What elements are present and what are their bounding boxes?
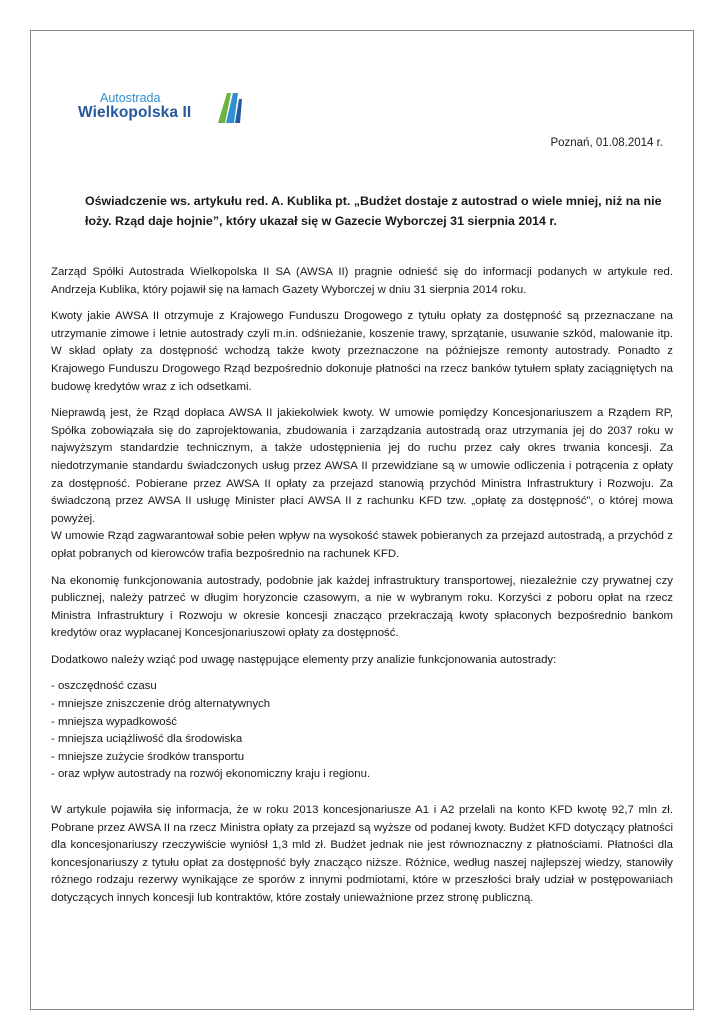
list-item: - mniejsze zużycie środków transportu — [51, 750, 245, 763]
paragraph-benefits-intro: Dodatkowo należy wziąć pod uwagę następujące elementy przy analizie funkcjonowania autostrady: — [51, 653, 557, 666]
list-item: - mniejsza wypadkowość — [51, 715, 177, 728]
document-body — [51, 264, 673, 917]
paragraph-closing: W artykule pojawiła się informacja, że w roku 2013 koncesjonariusze A1 i A2 przelali na konto KFD kwotę 92,7 mln zł. Pobrane przez AWSA II na rzecz Ministra opłaty za przejazd są wyższe od podanej kwoty. Budżet KFD dotyczący płatności dla koncesjonariuszy rzeczywiście wyniósł 1,3 mld zł. Budżet jednak nie jest równoznaczny z płatnościami. Płatności dla koncesjonariuszy z tytułu opłat za dostępność były znacząco niższe. Różnice, według naszej najlepszej wiedzy, stanowiły różnego rodzaju rezerwy wynikające ze sporów z innymi podmiotami, które w przeszłości brały udział w postępowaniach dotyczących innych koncesji lub kontraktów, które zostały unieważnione przez stronę publiczną. — [51, 804, 673, 904]
paragraph-toll-rates: W umowie Rząd zagwarantował sobie pełen wpływ na wysokość stawek pobieranych za przejazd autostradą, a przychód z opłat pobranych od kierowców trafia bezpośrednio na rachunek KFD. — [51, 530, 673, 560]
list-item: - oraz wpływ autostrady na rozwój ekonomiczny kraju i regionu. — [51, 768, 371, 781]
logo-text-wielkopolska: Wielkopolska II — [78, 104, 192, 121]
benefits-list — [51, 678, 673, 784]
paragraph-economics: Na ekonomię funkcjonowania autostrady, podobnie jak każdej infrastruktury transportowej, niezależnie czy prywatnej czy publicznej, należy patrzeć w długim horyzoncie czasowym, a nie w wybranym roku. Korzyści z poboru opłat na rzecz Ministra Infrastruktury i Rozwoju w okresie koncesji znacząco przekraczają kwoty spłaconych bezpośrednio bankom kredytów oraz wypłacanej Koncesjonariuszowi opłaty za dostępność. — [51, 574, 673, 640]
paragraph-government-subsidy: Nieprawdą jest, że Rząd dopłaca AWSA II jakiekolwiek kwoty. W umowie pomiędzy Koncesjonariuszem a Rządem RP, Spółka zobowiązała się do zaprojektowania, zbudowania i zarządzania autostradą oraz utrzymania jej do 2037 roku w najwyższym standardzie technicznym, a także udostępnienia jej do ruchu przez cały okres trwania koncesji. Za niedotrzymanie standardu świadczonych usług przez AWSA II przewidziane są w umowie odliczenia i potrącenia z opłaty za dostępność. Pobierane przez AWSA II opłaty za przejazd stanowią przychód Ministra Infrastruktury i Rozwoju. Za świadczoną przez AWSA II usługę Minister płaci AWSA II z rachunku KFD tzw. „opłatę za dostępność”, o której mowa powyżej. — [51, 407, 673, 525]
paragraph-kfd-payments: Kwoty jakie AWSA II otrzymuje z Krajowego Funduszu Drogowego z tytułu opłaty za dostępność są przeznaczane na utrzymanie zimowe i letnie autostrady czyli m.in. odśnieżanie, koszenie trawy, sprzątanie, usuwanie szkód, malowanie itp. W skład opłaty za dostępność wchodzą także kwoty przeznaczone na późniejsze remonty autostrady. Ponadto z Krajowego Funduszu Drogowego Rząd bezpośrednio dokonuje płatności na rzecz banków tytułem spłaty zaciągniętych na budowę kredytów wraz z ich odsetkami. — [51, 310, 673, 393]
logo-road-icon — [216, 91, 242, 123]
document-title: Oświadczenie ws. artykułu red. A. Kublika pt. „Budżet dostaje z autostrad o wiele mniej, niż na nie łoży. Rząd daje hojnie”, który ukazał się w Gazecie Wyborczej 31 sierpnia 2014 r. — [85, 194, 662, 228]
list-item: - mniejsza uciążliwość dla środowiska — [51, 733, 243, 746]
logo-text-autostrada: Autostrada — [100, 91, 161, 105]
list-item: - mniejsze zniszczenie dróg alternatywnych — [51, 698, 271, 711]
document-date: Poznań, 01.08.2014 r. — [550, 137, 663, 149]
company-logo — [78, 91, 248, 131]
list-item: - oszczędność czasu — [51, 680, 157, 693]
paragraph-intro: Zarząd Spółki Autostrada Wielkopolska II SA (AWSA II) pragnie odnieść się do informacji podanych w artykule red. Andrzeja Kublika, który pojawił się na łamach Gazety Wyborczej w dniu 31 sierpnia 2014 roku. — [51, 266, 673, 296]
